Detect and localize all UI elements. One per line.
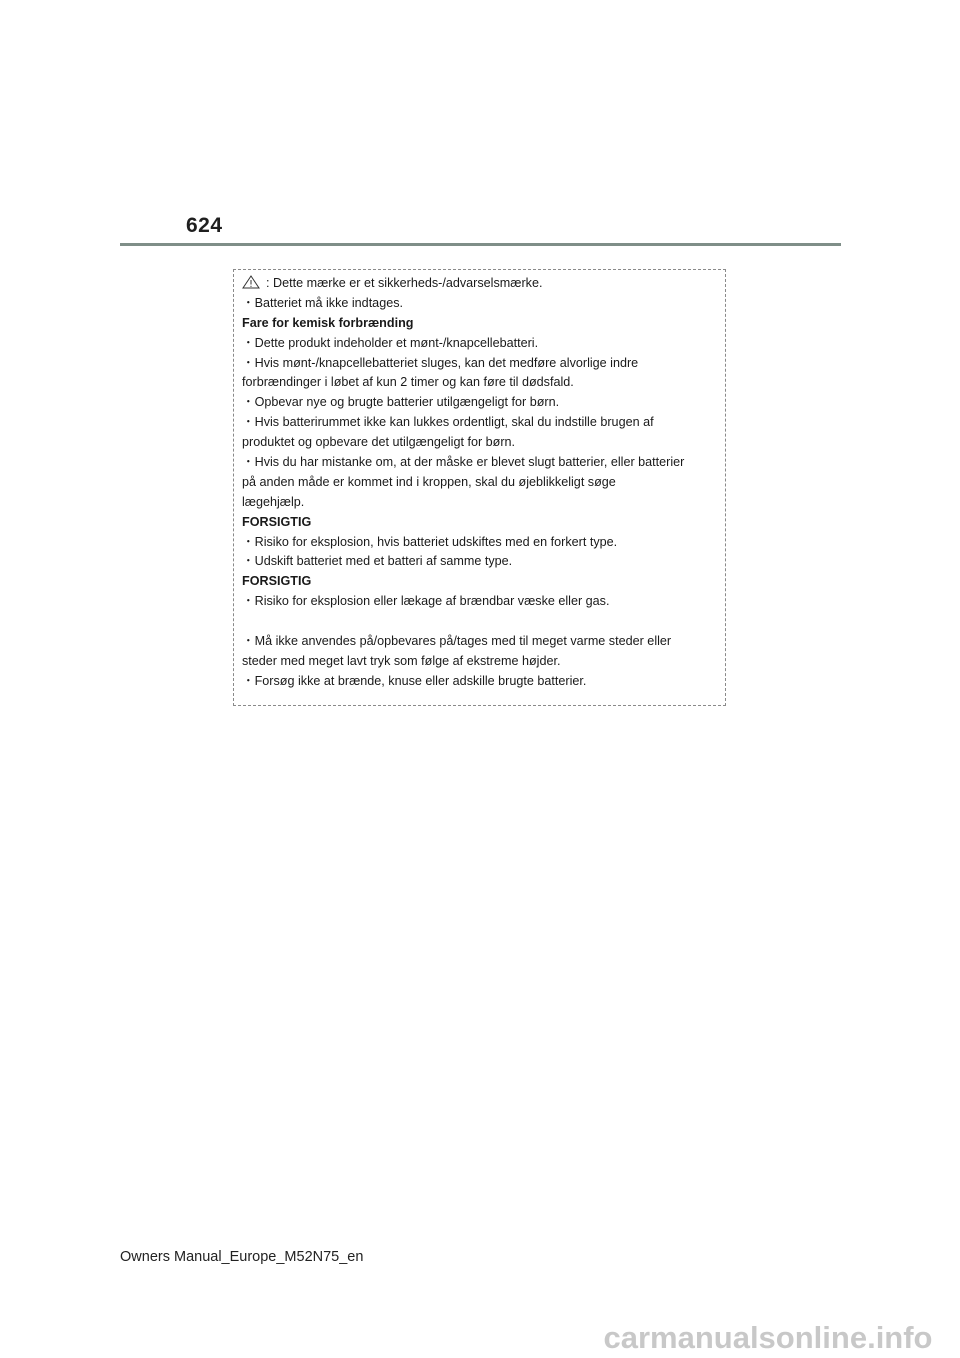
- page-number: 624: [186, 214, 223, 237]
- warning-line-contains-battery: ・Dette produkt indeholder et mønt-/knapcellebatteri.: [242, 335, 539, 350]
- warning-line-suspect-3: lægehjælp.: [242, 494, 305, 509]
- heading-caution-2: FORSIGTIG: [242, 574, 312, 589]
- warning-line-compartment-1: ・Hvis batterirummet ikke kan lukkes ordentligt, skal du indstille brugen af: [242, 415, 654, 430]
- symbol-legend-line: [242, 274, 717, 294]
- warning-triangle-icon: [242, 275, 260, 289]
- warning-line-leakage: ・Risiko for eksplosion eller lækage af brændbar væske eller gas.: [242, 594, 610, 609]
- heading-caution-1: FORSIGTIG: [242, 514, 312, 529]
- warning-line-same-type: ・Udskift batteriet med et batteri af samme type.: [242, 554, 513, 569]
- warning-line-suspect-1: ・Hvis du har mistanke om, at der måske er blevet slugt batterier, eller batterier: [242, 455, 685, 470]
- warning-line-swallow: ・Batteriet må ikke indtages.: [242, 295, 403, 310]
- header-rule: [120, 243, 841, 246]
- warning-line-wrong-type: ・Risiko for eksplosion, hvis batteriet udskiftes med en forkert type.: [242, 534, 618, 549]
- warning-line-keep-away: ・Opbevar nye og brugte batterier utilgængeligt for børn.: [242, 395, 560, 410]
- paragraph-gap: [242, 612, 717, 632]
- warning-line-suspect-2: på anden måde er kommet ind i kroppen, skal du øjeblikkeligt søge: [242, 474, 616, 489]
- watermark-logo: [578, 1318, 958, 1358]
- warning-line-swallowed-2: forbrændinger i løbet af kun 2 timer og kan føre til dødsfald.: [242, 375, 574, 390]
- warning-line-swallowed-1: ・Hvis mønt-/knapcellebatteriet sluges, kan det medføre alvorlige indre: [242, 355, 639, 370]
- heading-chemical-burn: Fare for kemisk forbrænding: [242, 315, 414, 330]
- symbol-legend-text: : Dette mærke er et sikkerheds-/advarselsmærke.: [266, 276, 543, 290]
- footer-manual-id: Owners Manual_Europe_M52N75_en: [120, 1249, 364, 1265]
- warning-line-heat-2: steder med meget lavt tryk som følge af ekstreme højder.: [242, 653, 561, 668]
- svg-text:carmanualsonline.info: carmanualsonline.info: [603, 1320, 933, 1355]
- warning-line-heat-1: ・Må ikke anvendes på/opbevares på/tages med til meget varme steder eller: [242, 634, 672, 649]
- warning-box-content: [242, 274, 717, 692]
- warning-line-compartment-2: produktet og opbevare det utilgængeligt for børn.: [242, 435, 516, 450]
- warning-line-dispose: ・Forsøg ikke at brænde, knuse eller adskille brugte batterier.: [242, 673, 587, 688]
